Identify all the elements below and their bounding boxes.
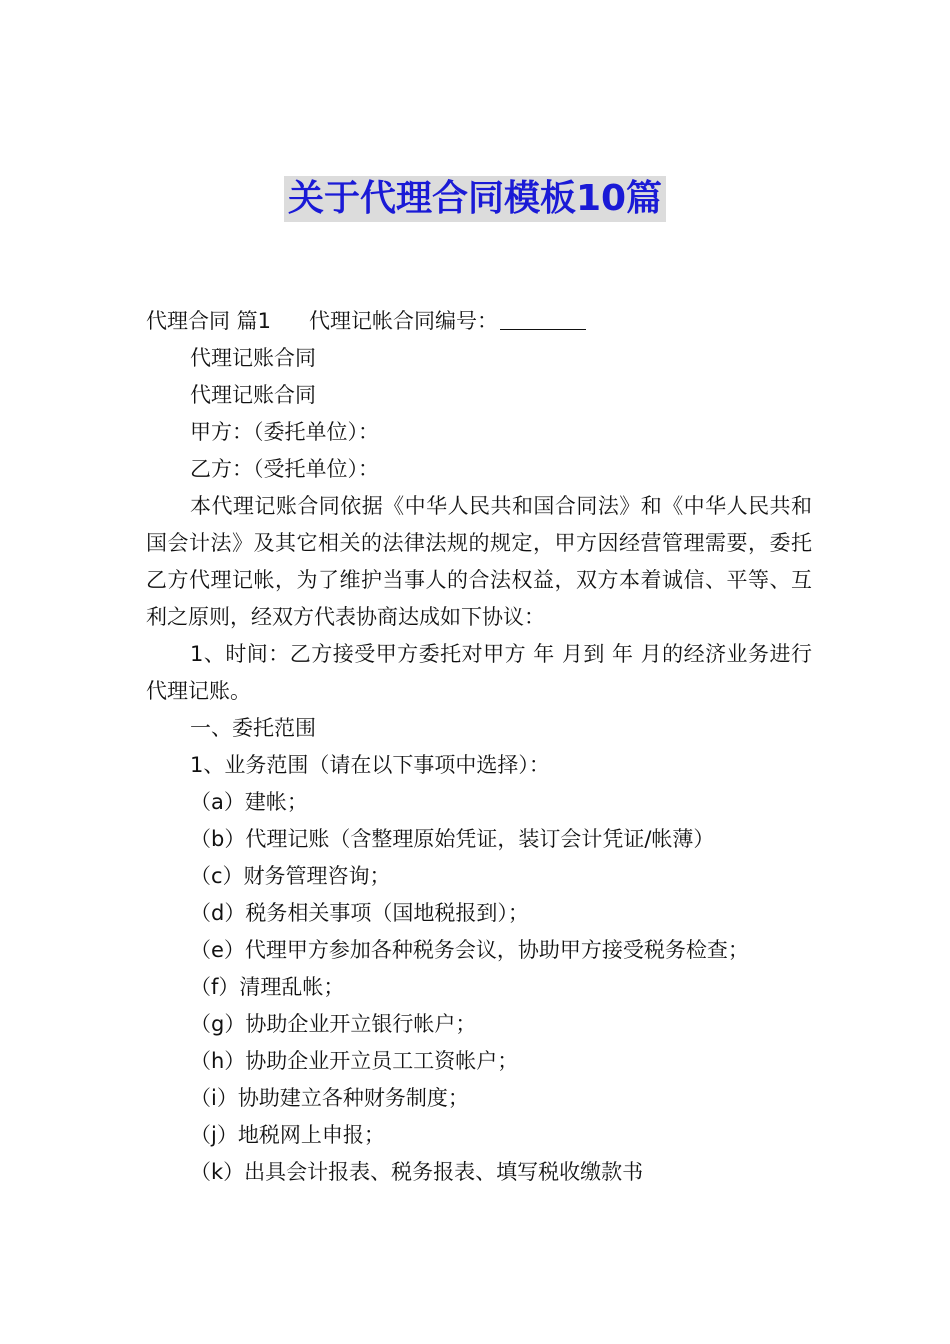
time-paragraph: 1、时间：乙方接受甲方委托对甲方 年 月到 年 月的经济业务进行代理记账。 <box>146 642 812 703</box>
section-heading: 一、委托范围 <box>190 716 316 740</box>
party-a-line: 甲方：（委托单位）： <box>190 420 379 444</box>
scope-heading: 1、业务范围（请在以下事项中选择）： <box>190 753 550 777</box>
list-item: （e）代理甲方参加各种税务会议，协助甲方接受税务检查； <box>190 938 749 962</box>
list-item: （k）出具会计报表、税务报表、填写税收缴款书 <box>190 1160 644 1184</box>
contract-number-blank <box>500 305 586 330</box>
basis-paragraph: 本代理记账合同依据《中华人民共和国合同法》和《中华人民共和国会计法》及其它相关的法律法规的规定，甲方因经营管理需要，委托乙方代理记帐，为了维护当事人的合法权益，双方本着诚信、平等、互利之原则，经双方代表协商达成如下协议： <box>146 494 812 629</box>
list-item: （f）清理乱帐； <box>190 975 345 999</box>
list-item: （c）财务管理咨询； <box>190 864 391 888</box>
party-b-line: 乙方：（受托单位）： <box>190 457 379 481</box>
first-line <box>146 303 812 340</box>
list-item: （a）建帐； <box>190 790 308 814</box>
list-item: （g）协助企业开立银行帐户； <box>190 1012 477 1036</box>
list-item: （h）协助企业开立员工工资帐户； <box>190 1049 519 1073</box>
document-body <box>146 303 812 1191</box>
list-item: （b）代理记账（含整理原始凭证，装订会计凭证/帐薄） <box>190 827 715 851</box>
list-item: （j）地税网上申报； <box>190 1123 385 1147</box>
contract-section-label: 代理合同 篇1 <box>146 309 272 333</box>
title-wrap <box>0 176 950 222</box>
list-item: （i）协助建立各种财务制度； <box>190 1086 469 1110</box>
contract-name-line: 代理记账合同 <box>190 383 316 407</box>
list-item: （d）税务相关事项（国地税报到）； <box>190 901 529 925</box>
contract-number-label: 代理记帐合同编号： <box>309 309 499 333</box>
contract-name-line: 代理记账合同 <box>190 346 316 370</box>
document-title: 关于代理合同模板10篇 <box>284 176 666 222</box>
